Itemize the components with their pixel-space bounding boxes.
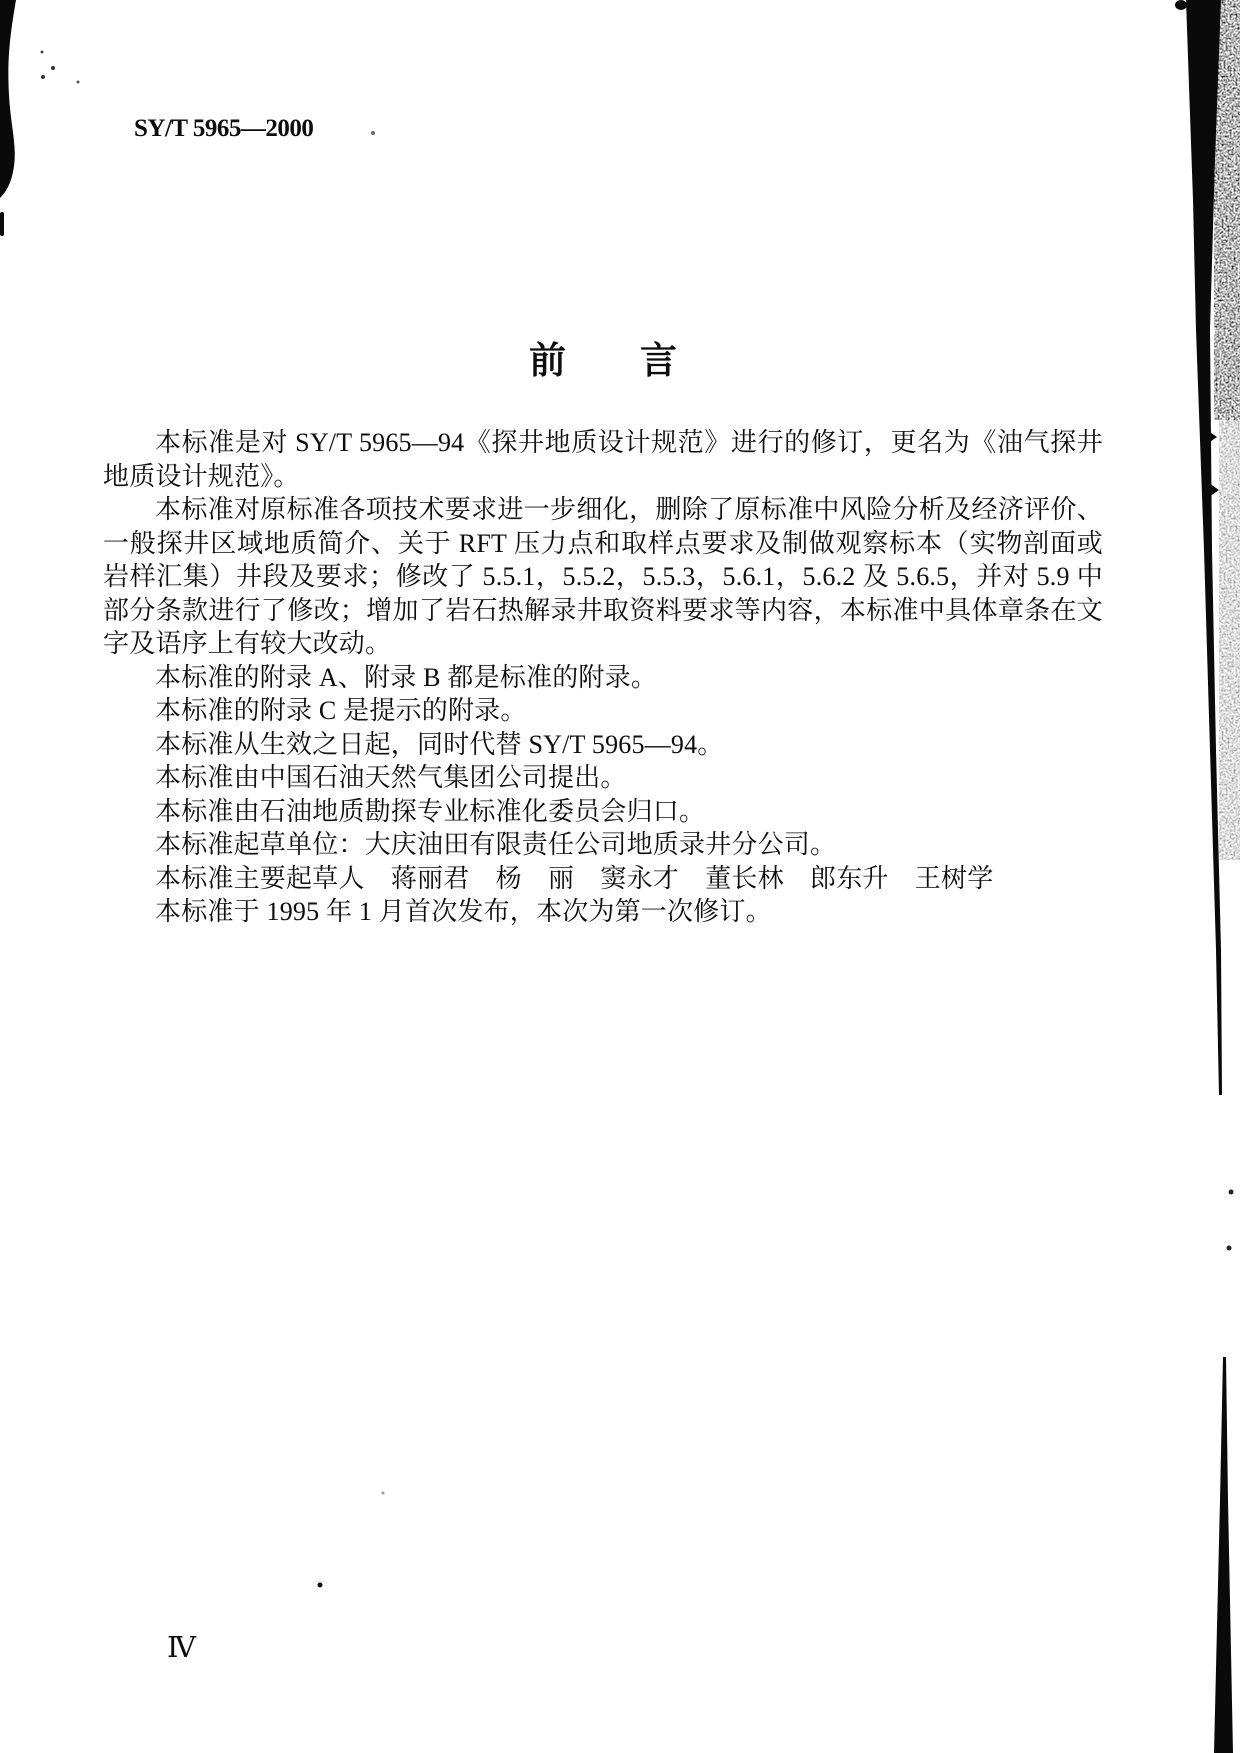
ink-speck: [382, 1492, 385, 1495]
standard-number: SY/T 5965—2000: [134, 115, 314, 142]
paragraph: 本标准由石油地质勘探专业标准化委员会归口。: [155, 796, 706, 826]
paragraph: 本标准从生效之日起，同时代替 SY/T 5965—94。: [155, 729, 724, 759]
ink-speck: [371, 131, 375, 135]
left-edge-tick: [0, 212, 4, 236]
paragraph: 本标准的附录 C 是提示的附录。: [155, 696, 527, 725]
page-number: Ⅳ: [167, 1632, 196, 1664]
ink-speck: [318, 1583, 323, 1588]
ink-speck: [51, 66, 55, 70]
paragraph: 本标准于 1995 年 1 月首次发布，本次为第一次修订。: [155, 897, 772, 926]
ink-speck: [41, 75, 45, 79]
page-title: 前 言: [529, 341, 677, 382]
band-notch: [1206, 481, 1219, 499]
paragraph: 本标准由中国石油天然气集团公司提出。: [155, 763, 627, 792]
ink-speck: [1229, 1190, 1234, 1195]
paragraph: 本标准的附录 A、附录 B 都是标准的附录。: [155, 662, 658, 692]
paragraph: 本标准是对 SY/T 5965—94《探井地质设计规范》进行的修订，更名为《油气探井地质设计规范》。: [103, 428, 1103, 491]
binding-band-lower: [1214, 1357, 1233, 1753]
ink-speck: [1227, 1246, 1232, 1251]
binding-band-upper: [1186, 0, 1222, 1095]
band-notch: [1204, 428, 1217, 446]
scan-noise-strip: [1219, 420, 1240, 860]
scan-noise-strip: [1214, 0, 1240, 420]
paragraph: 本标准对原标准各项技术要求进一步细化，删除了原标准中风险分析及经济评价、一般探井区域地质简介、关于 RFT 压力点和取样点要求及制做观察标本（实物剖面或岩样汇集）井段及要求；修改了 5.5.1，5.5.2，5.5.3，5.6.1，5.6.2 及 5.6.5，并对 5.9 中部分条款进行了修改；增加了岩石热解录井取资料要求等内容，本标准中具体章条在文字及语序上有较大改动。: [103, 495, 1103, 658]
ink-dot: [1175, 0, 1187, 10]
ink-speck: [41, 51, 44, 54]
foreword-body: [103, 426, 1103, 929]
paragraph: 本标准起草单位：大庆油田有限责任公司地质录井分公司。: [155, 830, 837, 859]
ink-speck: [77, 81, 80, 84]
left-edge-blob: [0, 0, 16, 198]
paragraph: 本标准主要起草人 蒋丽君 杨 丽 窦永才 董长林 郎东升 王树学: [155, 863, 994, 893]
